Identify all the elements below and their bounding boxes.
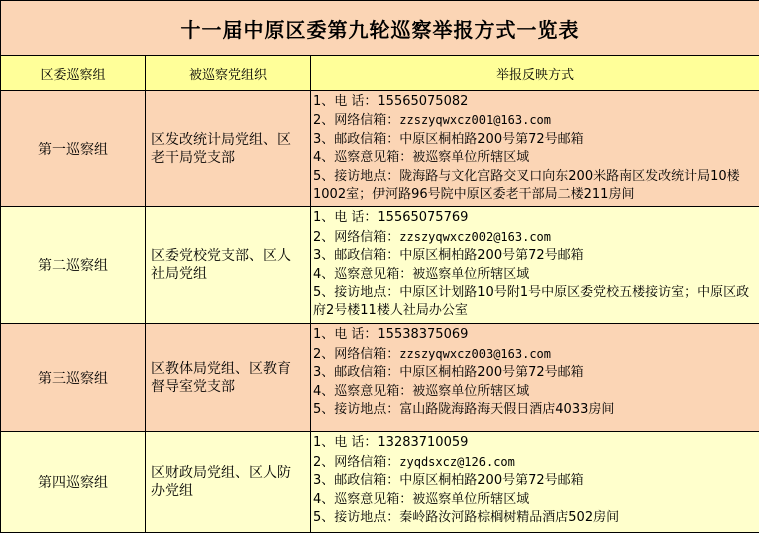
org-cell: 区发改统计局党组、区老干局党支部 — [146, 91, 311, 207]
box-value: 被巡察单位所辖区域 — [412, 150, 529, 165]
post-label: 3、邮政信箱： — [313, 132, 399, 147]
org-cell: 区教体局党组、区教育督导室党支部 — [146, 324, 311, 432]
email-label: 2、网络信箱： — [313, 455, 399, 470]
box-line — [313, 149, 755, 167]
post-label: 3、邮政信箱： — [313, 365, 399, 380]
box-value: 被巡察单位所辖区域 — [412, 384, 529, 399]
visit-line — [313, 401, 755, 419]
visit-line — [313, 509, 755, 527]
phone-label: 1、电 话： — [313, 435, 377, 450]
group-cell: 第三巡察组 — [1, 324, 146, 432]
post-line — [313, 364, 755, 382]
org-cell: 区财政局党组、区人防办党组 — [146, 432, 311, 533]
email-label: 2、网络信箱： — [313, 230, 399, 245]
box-label: 4、巡察意见箱： — [313, 384, 412, 399]
phone-line — [313, 209, 755, 227]
email-line — [313, 453, 755, 472]
method-cell — [311, 207, 759, 324]
email-label: 2、网络信箱： — [313, 347, 399, 362]
box-line — [313, 491, 755, 509]
phone-line — [313, 434, 755, 452]
phone-label: 1、电 话： — [313, 94, 377, 109]
post-label: 3、邮政信箱： — [313, 248, 399, 263]
method-cell — [311, 91, 759, 207]
visit-value: 陇海路与文化宫路交叉口向东200米路南区发改统计局10楼1002室；伊河路96号院中原区委老干部局二楼211房间 — [313, 169, 740, 202]
email-value: zzszyqwxcz003@163.com — [399, 347, 551, 361]
email-value: zyqdsxcz@126.com — [399, 455, 515, 469]
method-cell — [311, 324, 759, 432]
email-line — [313, 228, 755, 247]
visit-line — [313, 284, 755, 321]
table-row — [1, 432, 759, 533]
post-value: 中原区桐柏路200号第72号邮箱 — [399, 473, 583, 488]
phone-line — [313, 93, 755, 111]
post-line — [313, 247, 755, 265]
email-line — [313, 111, 755, 130]
post-value: 中原区桐柏路200号第72号邮箱 — [399, 248, 583, 263]
phone-value: 15538375069 — [377, 327, 468, 342]
box-label: 4、巡察意见箱： — [313, 492, 412, 507]
group-cell: 第四巡察组 — [1, 432, 146, 533]
post-value: 中原区桐柏路200号第72号邮箱 — [399, 132, 583, 147]
phone-label: 1、电 话： — [313, 210, 377, 225]
phone-value: 13283710059 — [377, 435, 468, 450]
visit-label: 5、接访地点： — [313, 169, 399, 184]
title-row — [1, 1, 759, 56]
header-row — [1, 56, 759, 91]
post-label: 3、邮政信箱： — [313, 473, 399, 488]
box-line — [313, 266, 755, 284]
box-label: 4、巡察意见箱： — [313, 267, 412, 282]
post-line — [313, 472, 755, 490]
post-line — [313, 131, 755, 149]
table-title: 十一届中原区委第九轮巡察举报方式一览表 — [1, 1, 759, 56]
header-org: 被巡察党组织 — [146, 56, 311, 91]
visit-label: 5、接访地点： — [313, 285, 399, 300]
phone-line — [313, 326, 755, 344]
header-group: 区委巡察组 — [1, 56, 146, 91]
box-line — [313, 383, 755, 401]
box-value: 被巡察单位所辖区域 — [412, 492, 529, 507]
visit-value: 秦岭路汝河路棕榈树精品酒店502房间 — [399, 510, 619, 525]
group-cell: 第一巡察组 — [1, 91, 146, 207]
phone-label: 1、电 话： — [313, 327, 377, 342]
visit-value: 富山路陇海路海天假日酒店4033房间 — [399, 402, 614, 417]
email-line — [313, 345, 755, 364]
table-row — [1, 207, 759, 324]
post-value: 中原区桐柏路200号第72号邮箱 — [399, 365, 583, 380]
table-row — [1, 91, 759, 207]
box-label: 4、巡察意见箱： — [313, 150, 412, 165]
email-value: zzszyqwxcz001@163.com — [399, 113, 551, 127]
group-cell: 第二巡察组 — [1, 207, 146, 324]
visit-label: 5、接访地点： — [313, 510, 399, 525]
visit-line — [313, 168, 755, 205]
table-row — [1, 324, 759, 432]
phone-value: 15565075082 — [377, 94, 468, 109]
email-label: 2、网络信箱： — [313, 113, 399, 128]
box-value: 被巡察单位所辖区域 — [412, 267, 529, 282]
visit-label: 5、接访地点： — [313, 402, 399, 417]
method-cell — [311, 432, 759, 533]
visit-value: 中原区计划路10号附1号中原区委党校五楼接访室；中原区政府2号楼11楼人社局办公室 — [313, 285, 749, 318]
email-value: zzszyqwxcz002@163.com — [399, 230, 551, 244]
header-method: 举报反映方式 — [311, 56, 759, 91]
phone-value: 15565075769 — [377, 210, 468, 225]
org-cell: 区委党校党支部、区人社局党组 — [146, 207, 311, 324]
